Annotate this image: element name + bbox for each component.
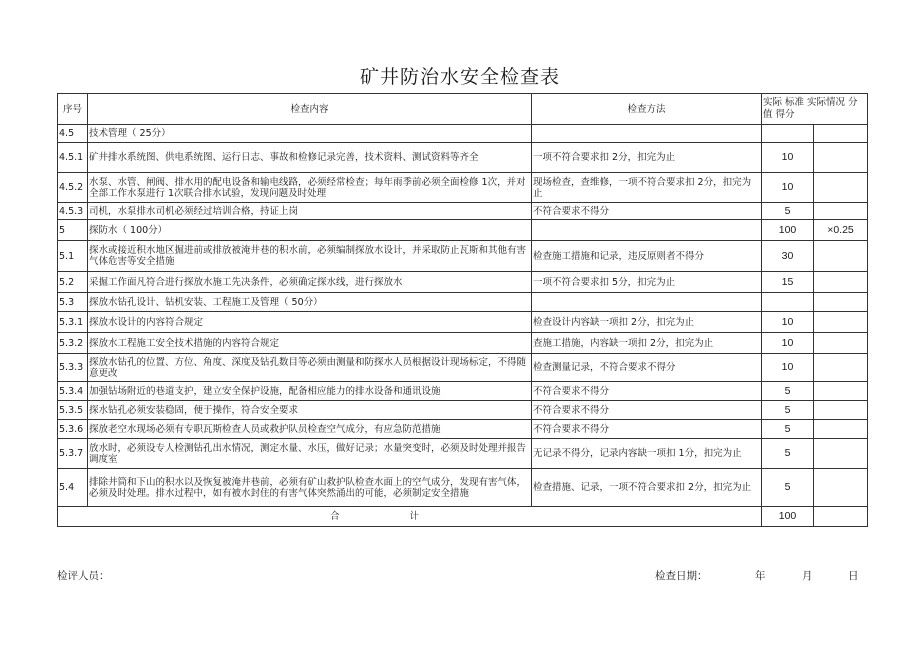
row-method: 检查测量记录，不符合要求不得分	[532, 354, 762, 382]
table-row	[58, 220, 868, 241]
row-score: 10	[762, 354, 814, 382]
row-content: 探放老空水现场必须有专职瓦斯检查人员或救护队员检查空气成分，有应急防范措施	[88, 420, 532, 439]
row-score: 15	[762, 272, 814, 293]
table-row	[58, 173, 868, 203]
row-content: 排除井筒和下山的积水以及恢复被淹井巷前，必须有矿山救护队检查水面上的空气成分，发现有害气体，必须及时处理。排水过程中，如有被水封住的有害气体突然涌出的可能，必须制定安全措施	[88, 469, 532, 507]
row-id: 5.3.4	[58, 382, 88, 401]
row-id: 5.1	[58, 241, 88, 272]
inspector-label: 检评人员：	[57, 570, 110, 582]
page-title: 矿井防治水安全检查表	[359, 66, 560, 88]
row-actual	[814, 293, 868, 312]
row-id: 4.5.1	[58, 143, 88, 173]
row-method: 不符合要求不得分	[532, 382, 762, 401]
row-actual	[814, 241, 868, 272]
header-score-columns: 实际 标准 实际情况 分值 得分	[762, 94, 868, 125]
row-score: 10	[762, 312, 814, 333]
row-score	[762, 125, 814, 143]
row-content: 探放水设计的内容符合规定	[88, 312, 532, 333]
row-actual	[814, 401, 868, 420]
table-row	[58, 143, 868, 173]
row-method: 检查设计内容缺一项扣 2分，扣完为止	[532, 312, 762, 333]
table-row	[58, 354, 868, 382]
row-id: 5.3.3	[58, 354, 88, 382]
row-content: 探放水工程施工安全技术措施的内容符合规定	[88, 333, 532, 354]
table-row	[58, 382, 868, 401]
row-content: 加强钻场附近的巷道支护，建立安全保护设施，配备相应能力的排水设备和通讯设施	[88, 382, 532, 401]
table-header-row	[58, 94, 868, 125]
row-content: 技术管理（ 25分）	[88, 125, 532, 143]
total-actual	[814, 507, 868, 527]
row-score: 5	[762, 469, 814, 507]
row-content: 探放水钻孔的位置、方位、角度、深度及钻孔数目等必须由测量和防探水人员根据设计现场标定，不得随意更改	[88, 354, 532, 382]
row-actual	[814, 125, 868, 143]
table-row	[58, 333, 868, 354]
row-actual	[814, 333, 868, 354]
row-content: 放水时，必须设专人检测钻孔出水情况，测定水量、水压，做好记录；水量突变时，必须及时处理并报告调度室	[88, 439, 532, 469]
row-actual: ×0.25	[814, 220, 868, 241]
row-actual	[814, 420, 868, 439]
row-actual	[814, 439, 868, 469]
table-row	[58, 401, 868, 420]
row-score: 5	[762, 401, 814, 420]
row-id: 5.3.6	[58, 420, 88, 439]
table-row	[58, 203, 868, 220]
row-actual	[814, 143, 868, 173]
row-method: 检查措施、记录，一项不符合要求扣 2分，扣完为止	[532, 469, 762, 507]
row-id: 5.3.2	[58, 333, 88, 354]
header-seq: 序号	[58, 94, 88, 125]
row-method: 不符合要求不得分	[532, 420, 762, 439]
row-id: 5.3.1	[58, 312, 88, 333]
header-method: 检查方法	[532, 94, 762, 125]
row-score: 30	[762, 241, 814, 272]
row-content: 水泵、水管、闸阀、排水用的配电设备和输电线路，必须经常检查；每年雨季前必须全面检修 1次，并对全部工作水泵进行 1次联合排水试验，发现问题及时处理	[88, 173, 532, 203]
year-label: 年	[755, 570, 766, 582]
row-score: 10	[762, 333, 814, 354]
row-method: 一项不符合要求扣 2分，扣完为止	[532, 143, 762, 173]
month-label: 月	[802, 570, 813, 582]
row-actual	[814, 354, 868, 382]
total-score: 100	[762, 507, 814, 527]
row-content: 探水或接近积水地区掘进前或排放被淹井巷的积水前，必须编制探放水设计，并采取防止瓦斯和其他有害气体危害等安全措施	[88, 241, 532, 272]
row-method: 检查施工措施和记录，违反原则者不得分	[532, 241, 762, 272]
table-row	[58, 439, 868, 469]
row-id: 5.2	[58, 272, 88, 293]
row-method: 一项不符合要求扣 5分，扣完为止	[532, 272, 762, 293]
table-row	[58, 241, 868, 272]
row-score: 5	[762, 420, 814, 439]
row-content: 探放水钻孔设计、钻机安装、工程施工及管理（ 50分）	[88, 293, 532, 312]
row-score: 5	[762, 439, 814, 469]
row-score: 10	[762, 143, 814, 173]
row-id: 5	[58, 220, 88, 241]
table-row	[58, 420, 868, 439]
row-id: 5.3.7	[58, 439, 88, 469]
row-actual	[814, 312, 868, 333]
row-method: 不符合要求不得分	[532, 401, 762, 420]
row-id: 4.5	[58, 125, 88, 143]
row-method: 无记录不得分，记录内容缺一项扣 1分，扣完为止	[532, 439, 762, 469]
date-label: 检查日期：	[655, 570, 708, 582]
table-row	[58, 272, 868, 293]
row-actual	[814, 173, 868, 203]
row-method: 现场检查，查维修，一项不符合要求扣 2分，扣完为止	[532, 173, 762, 203]
row-score: 5	[762, 382, 814, 401]
total-row	[58, 507, 868, 527]
row-method	[532, 293, 762, 312]
table-row	[58, 125, 868, 143]
row-method: 查施工措施，内容缺一项扣 2分，扣完为止	[532, 333, 762, 354]
row-id: 4.5.3	[58, 203, 88, 220]
row-actual	[814, 203, 868, 220]
row-content: 探防水（ 100分）	[88, 220, 532, 241]
row-actual	[814, 382, 868, 401]
row-actual	[814, 469, 868, 507]
row-actual	[814, 272, 868, 293]
inspection-table	[57, 93, 868, 527]
table-row	[58, 293, 868, 312]
row-method: 不符合要求不得分	[532, 203, 762, 220]
row-content: 矿井排水系统图、供电系统图、运行日志、事故和检修记录完善，技术资料、测试资料等齐全	[88, 143, 532, 173]
total-label: 合计	[58, 507, 762, 527]
row-score	[762, 293, 814, 312]
row-method	[532, 220, 762, 241]
row-content: 采掘工作面凡符合进行探放水施工先决条件，必须确定探水线，进行探放水	[88, 272, 532, 293]
row-content: 探水钻孔必须安装稳固，便于操作，符合安全要求	[88, 401, 532, 420]
row-id: 4.5.2	[58, 173, 88, 203]
row-method	[532, 125, 762, 143]
row-content: 司机，水泵排水司机必须经过培训合格，持证上岗	[88, 203, 532, 220]
row-score: 5	[762, 203, 814, 220]
header-content: 检查内容	[88, 94, 532, 125]
table-row	[58, 312, 868, 333]
day-label: 日	[848, 570, 859, 582]
row-id: 5.4	[58, 469, 88, 507]
row-id: 5.3.5	[58, 401, 88, 420]
row-id: 5.3	[58, 293, 88, 312]
row-score: 100	[762, 220, 814, 241]
table-row	[58, 469, 868, 507]
row-score: 10	[762, 173, 814, 203]
